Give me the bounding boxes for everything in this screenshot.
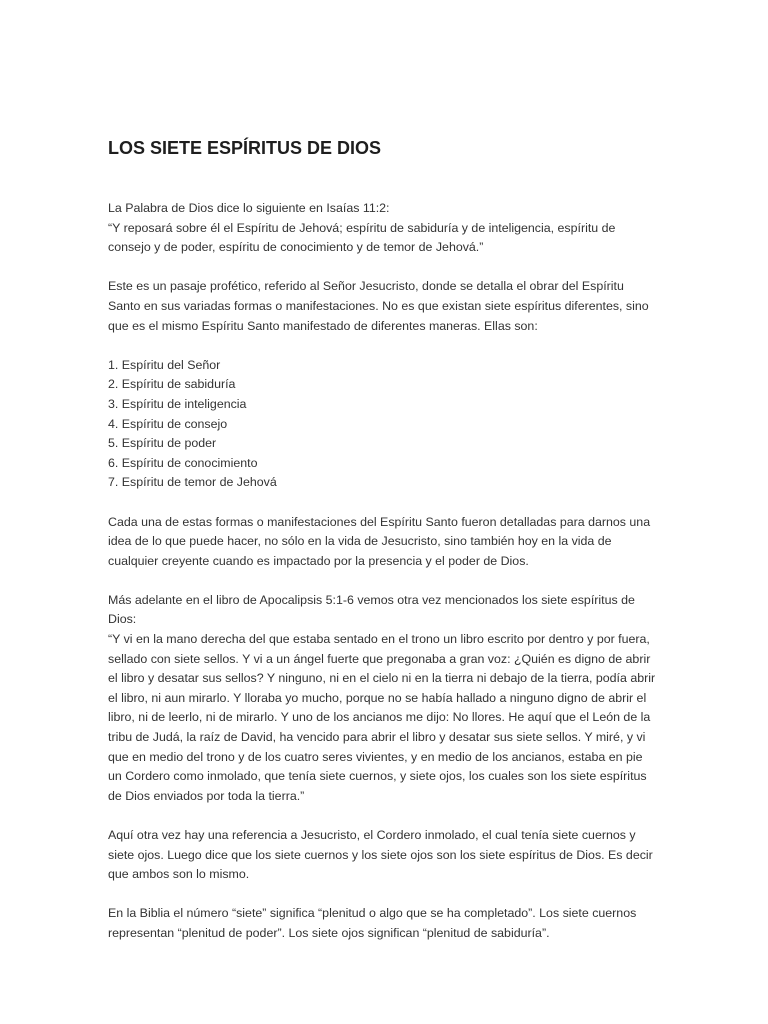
text-line: tribu de Judá, la raíz de David, ha vencido para abrir el libro y desatar sus siete sellos. Y miré, y vi	[108, 730, 646, 745]
text-line: sellado con siete sellos. Y vi a un ángel fuerte que pregonaba a gran voz: ¿Quién es digno de abrir	[108, 651, 651, 666]
text-line: que es el mismo Espíritu Santo manifestado de diferentes maneras. Ellas son:	[108, 318, 538, 333]
paragraph-apocalypse	[108, 591, 668, 807]
text-line: siete ojos. Luego dice que los siete cuernos y los siete ojos son los siete espíritus de Dios. Es decir	[108, 847, 653, 862]
text-line: idea de lo que puede hacer, no sólo en la vida de Jesucristo, sino también hoy en la vida de	[108, 534, 612, 549]
text-line: “Y vi en la mano derecha del que estaba sentado en el trono un libro escrito por dentro y por fuera,	[108, 632, 650, 647]
list-item: 2. Espíritu de sabiduría	[108, 377, 236, 392]
text-line: que ambos son lo mismo.	[108, 867, 250, 882]
text-line: Cada una de estas formas o manifestaciones del Espíritu Santo fueron detalladas para darnos una	[108, 514, 651, 529]
document-body	[108, 199, 668, 963]
list-item: 1. Espíritu del Señor	[108, 357, 221, 372]
text-line: Dios:	[108, 612, 137, 627]
paragraph-explanation	[108, 277, 668, 336]
text-line: representan “plenitud de poder”. Los siete ojos significan “plenitud de sabiduría”.	[108, 925, 550, 940]
text-line: La Palabra de Dios dice lo siguiente en Isaías 11:2:	[108, 201, 390, 215]
list-item: 7. Espíritu de temor de Jehová	[108, 475, 277, 490]
list-item: 3. Espíritu de inteligencia	[108, 396, 247, 411]
list-item: 6. Espíritu de conocimiento	[108, 455, 258, 470]
text-line: el libro, ni aun mirarlo. Y lloraba yo mucho, porque no se había hallado a ninguno digno de abrir el	[108, 690, 647, 705]
text-line: Santo en sus variadas formas o manifestaciones. No es que existan siete espíritus diferentes, sino	[108, 298, 649, 313]
text-line: el libro y desatar sus sellos? Y ninguno, ni en el cielo ni en la tierra ni debajo de la tierra, podía abrir	[108, 671, 656, 686]
list-item: 5. Espíritu de poder	[108, 436, 217, 451]
text-line: Este es un pasaje profético, referido al Señor Jesucristo, donde se detalla el obrar del Espíritu	[108, 279, 624, 294]
text-line: libro, ni de leerlo, ni de mirarlo. Y uno de los ancianos me dijo: No llores. He aquí que el León de la	[108, 710, 651, 725]
text-line: que en medio del trono y de los cuatro seres vivientes, y en medio de los ancianos, estaba en pie	[108, 749, 643, 764]
text-line: Aquí otra vez hay una referencia a Jesucristo, el Cordero inmolado, el cual tenía siete cuernos y	[108, 828, 636, 842]
paragraph-seven-meaning	[108, 904, 668, 943]
paragraph-intro	[108, 199, 668, 258]
text-line: consejo y de poder, espíritu de conocimiento y de temor de Jehová.”	[108, 240, 484, 255]
page-title: LOS SIETE ESPÍRITUS DE DIOS	[108, 138, 382, 158]
spirits-list	[108, 356, 668, 493]
text-line: de Dios enviados por toda la tierra.”	[108, 788, 305, 803]
text-line: En la Biblia el número “siete” significa “plenitud o algo que se ha completado”. Los siete cuernos	[108, 906, 637, 921]
text-line: “Y reposará sobre él el Espíritu de Jehová; espíritu de sabiduría y de inteligencia, espíritu de	[108, 220, 616, 235]
text-line: cualquier creyente cuando es impactado por la presencia y el poder de Dios.	[108, 553, 529, 568]
paragraph-lamb	[108, 826, 668, 885]
paragraph-manifestations	[108, 513, 668, 572]
text-line: Más adelante en el libro de Apocalipsis 5:1-6 vemos otra vez mencionados los siete espíritus de	[108, 592, 635, 607]
list-item: 4. Espíritu de consejo	[108, 416, 228, 431]
text-line: un Cordero como inmolado, que tenía siete cuernos, y siete ojos, los cuales son los siete espíritus	[108, 769, 647, 784]
